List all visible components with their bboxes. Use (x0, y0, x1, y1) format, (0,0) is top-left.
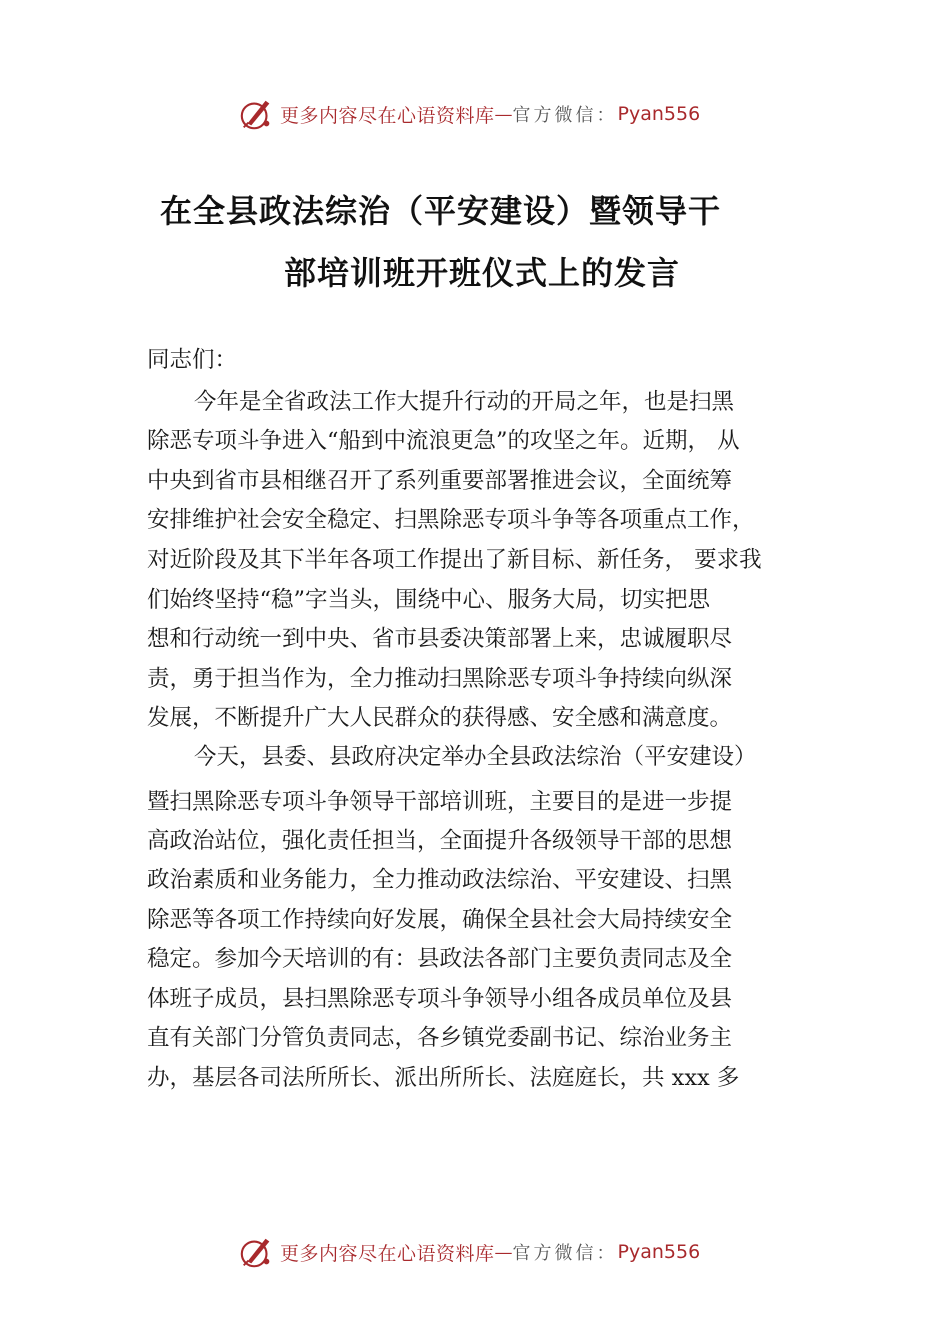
body-line: 安排维护社会安全稳定、扫黑除恶专项斗争等各项重点工作， (147, 507, 755, 533)
body-line: 高政治站位，强化责任担当，全面提升各级领导干部的思想 (147, 828, 733, 854)
body-line: 今年是全省政法工作大提升行动的开局之年，也是扫黑 (194, 389, 735, 415)
quill-logo-icon (238, 1233, 276, 1271)
watermark-site-text: 更多内容尽在心语资料库 (280, 104, 495, 127)
watermark-wechat-label: 官方微信： (512, 105, 618, 126)
body-line: 直有关部门分管负责同志，各乡镇党委副书记、综治业务主 (147, 1025, 733, 1051)
body-line: 对近阶段及其下半年各项工作提出了新目标、新任务， 要求我 (147, 547, 762, 573)
watermark-wechat-id: Pyan556 (617, 103, 701, 125)
watermark-separator: — (494, 103, 513, 125)
body-line: 中央到省市县相继召开了系列重要部署推进会议，全面统筹 (147, 468, 733, 494)
watermark-separator: — (494, 1241, 513, 1263)
body-line: 办，基层各司法所所长、派出所所长、法庭庭长，共 xxx 多 (147, 1065, 740, 1091)
body-line: 除恶等各项工作持续向好发展，确保全县社会大局持续安全 (147, 907, 733, 933)
document-title-line-2: 部培训班开班仪式上的发言 (284, 254, 681, 292)
watermark-site-text: 更多内容尽在心语资料库 (280, 1242, 495, 1265)
body-line: 稳定。参加今天培训的有：县政法各部门主要负责同志及全 (147, 946, 733, 972)
body-line: 体班子成员，县扫黑除恶专项斗争领导小组各成员单位及县 (147, 986, 733, 1012)
quill-logo-icon (238, 95, 276, 133)
body-line: 们始终坚持“稳”字当头，围绕中心、服务大局，切实把思 (147, 587, 711, 613)
body-line: 责，勇于担当作为，全力推动扫黑除恶专项斗争持续向纵深 (147, 666, 733, 692)
watermark-wechat-label: 官方微信： (512, 1243, 618, 1264)
header-watermark-banner (238, 94, 700, 134)
salutation: 同志们： (147, 347, 238, 373)
body-line: 除恶专项斗争进入“船到中流浪更急”的攻坚之年。近期， 从 (147, 428, 740, 454)
body-line: 今天，县委、县政府决定举办全县政法综治（平安建设） (194, 744, 757, 770)
footer-watermark-banner (238, 1232, 700, 1272)
body-line: 暨扫黑除恶专项斗争领导干部培训班，主要目的是进一步提 (147, 789, 733, 815)
watermark-wechat-id: Pyan556 (617, 1241, 701, 1263)
body-line: 想和行动统一到中央、省市县委决策部署上来，忠诚履职尽 (147, 626, 733, 652)
body-line: 发展，不断提升广大人民群众的获得感、安全感和满意度。 (147, 705, 733, 731)
document-title-line-1: 在全县政法综治（平安建设）暨领导干 (160, 192, 722, 230)
body-line: 政治素质和业务能力，全力推动政法综治、平安建设、扫黑 (147, 867, 733, 893)
